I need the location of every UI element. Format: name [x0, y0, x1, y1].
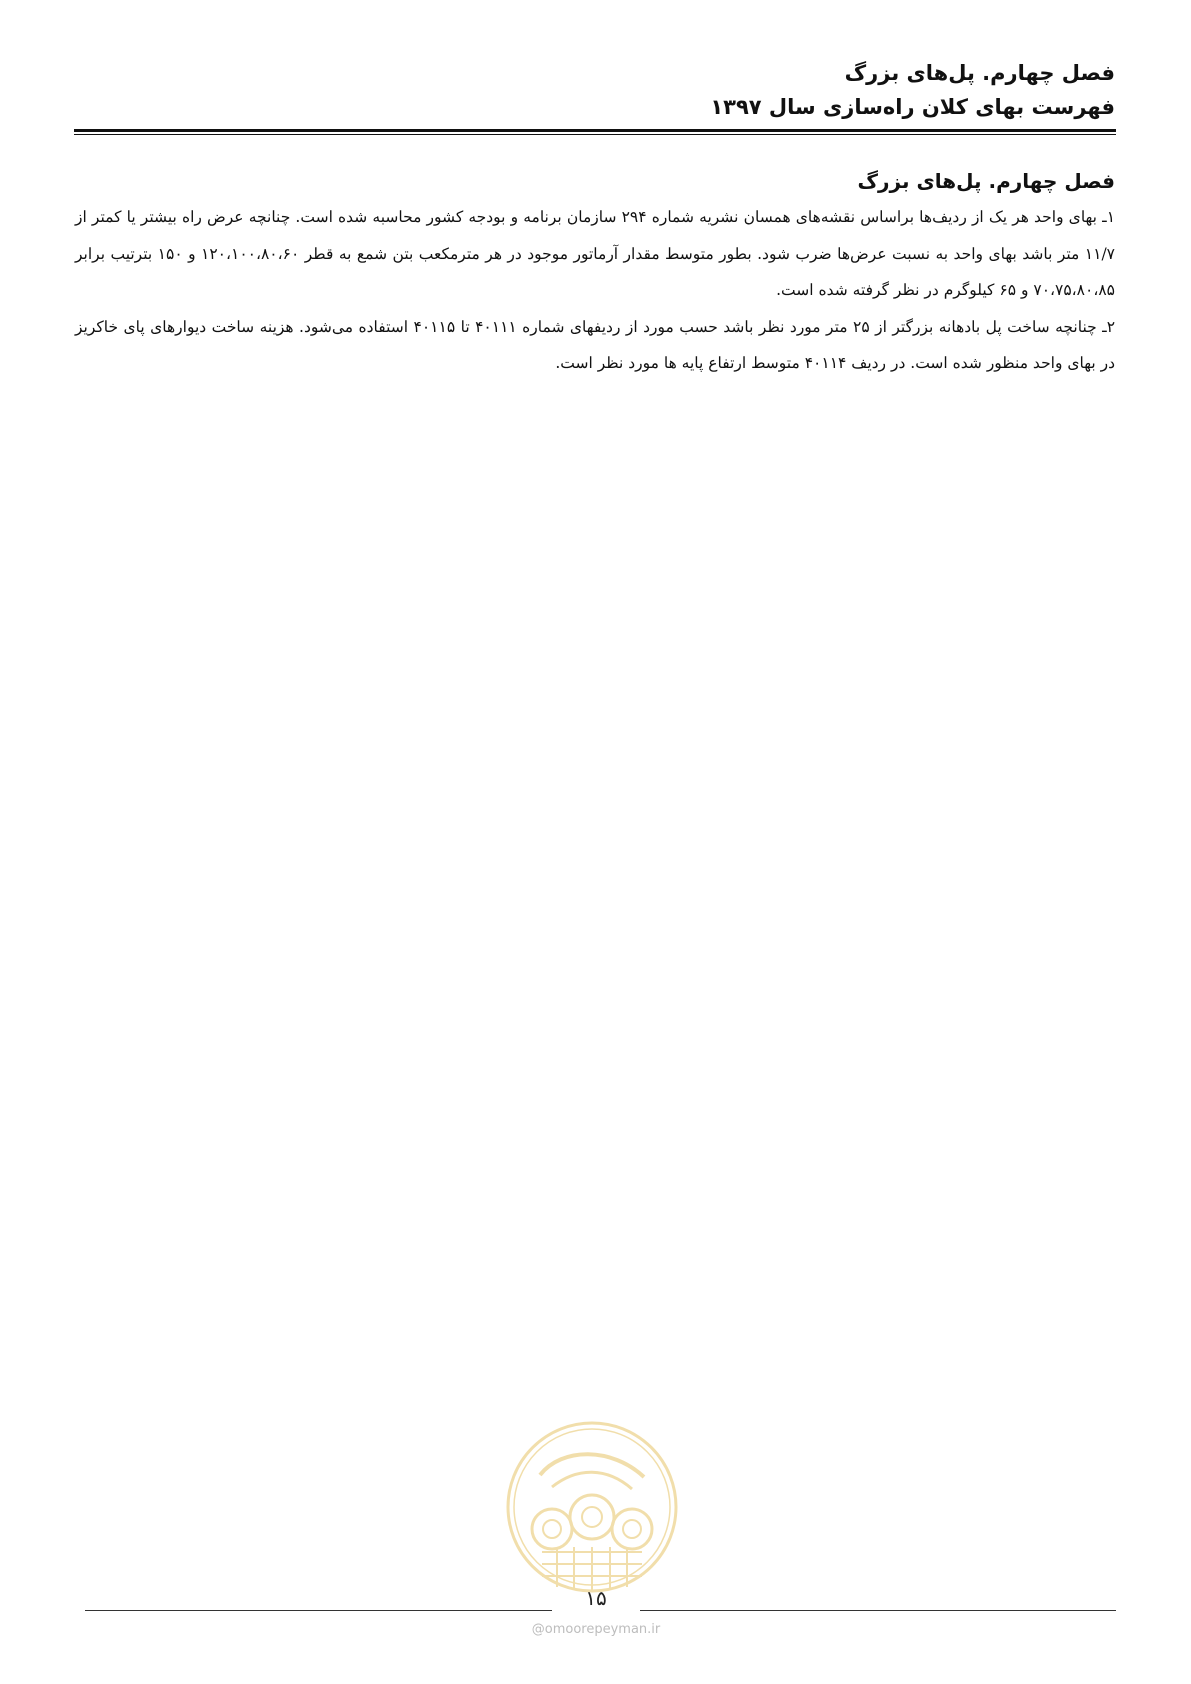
- site-url: @omoorepeyman.ir: [531, 1622, 661, 1637]
- paragraph-2: ۲ـ چنانچه ساخت پل بادهانه بزرگتر از ۲۵ متر مورد نظر باشد حسب مورد از ردیفهای شماره ۴۰۱۱۱ تا ۴۰۱۱۵ استفاده می‌شود. هزینه ساخت دیوارهای پای خاکریز در بهای واحد منظور شده است. در ردیف ۴۰۱۱۴ متوسط ارتفاع پایه ها مورد نظر است.: [75, 317, 1116, 372]
- page-header: [75, 56, 1115, 124]
- paragraph-1: ۱ـ بهای واحد هر یک از ردیف‌ها براساس نقشه‌های همسان نشریه شماره ۲۹۴ سازمان برنامه و بودجه کشور محاسبه شده است. چنانچه عرض راه بیشتر یا کمتر از ۱۱/۷ متر باشد بهای واحد به نسبت عرض‌ها ضرب شود. بطور متوسط مقدار آرماتور موجود در هر مترمکعب بتن شمع به قطر ۱۲۰،۱۰۰،۸۰،۶۰ و ۱۵۰ بترتیب برابر ۷۰،۷۵،۸۰،۸۵ و ۶۵ کیلوگرم در نظر گرفته شده است.: [75, 208, 1116, 299]
- header-rule-thin: [74, 134, 1116, 135]
- page-number: ۱۵: [585, 1586, 607, 1610]
- footer-rule-left: [85, 1610, 552, 1611]
- watermark-logo-icon: [502, 1417, 682, 1597]
- header-document-title: فهرست بهای کلان راه‌سازی سال ۱۳۹۷: [710, 95, 1115, 119]
- section-title: فصل چهارم. پل‌های بزرگ: [857, 169, 1115, 193]
- page-content: [75, 163, 1115, 382]
- header-rule-thick: [74, 129, 1116, 132]
- header-chapter-title: فصل چهارم. پل‌های بزرگ: [844, 61, 1115, 85]
- footer-rule-right: [640, 1610, 1116, 1611]
